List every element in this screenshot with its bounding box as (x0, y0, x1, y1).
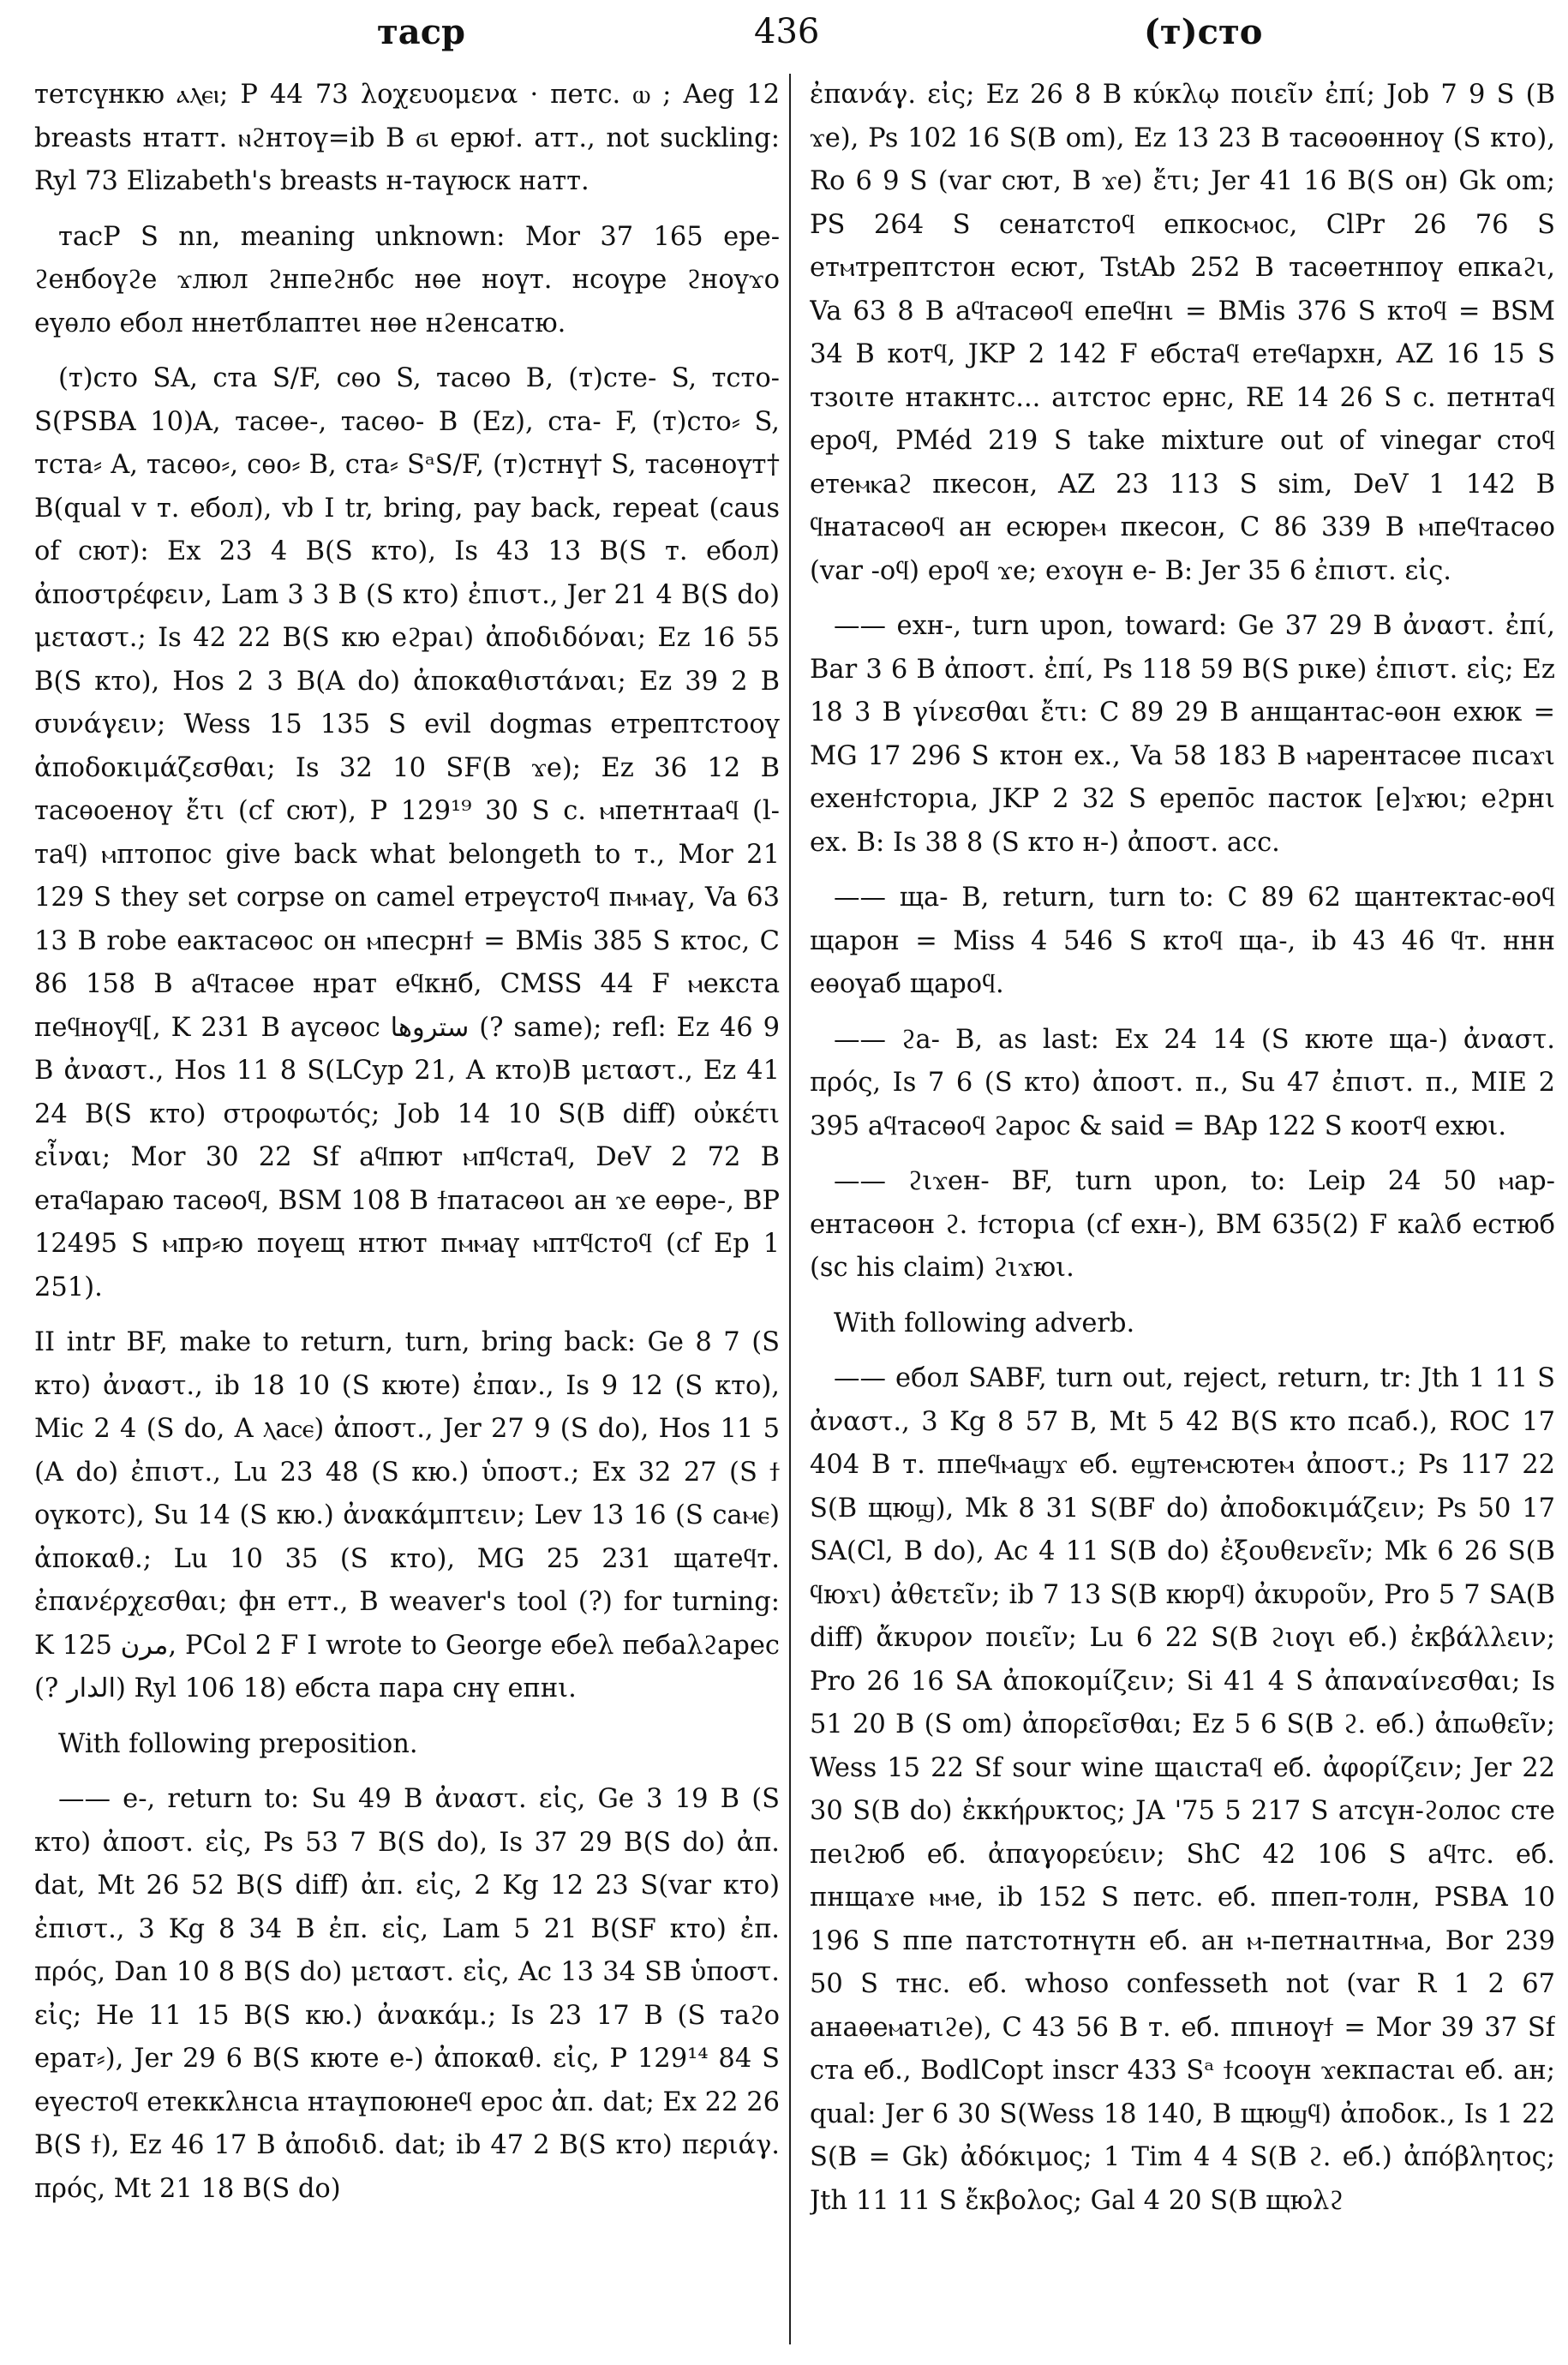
subentry-ha-as-last: —— ϩа- B, as last: Ex 24 14 (S кюте ща-) ἀναστ. πρός, Is 7 6 (S кто) ἀποστ. π., Su 47 ἐπιστ. π., MIE 2 395 аϥтасѳоϥ ϩарос & said = BAp 122 S коотϥ ехюι. (810, 1024, 1555, 1141)
entry-continuation: тетсүнкю ⲁⲗⲉⲓ; P 44 73 λοχευομενα · петс. ⲱ ; Aeg 12 breasts нтатт. ⲛϩнтоү=ib B ϭι ерюϯ. атт., not suckling: Ryl 73 Elizabeth's breasts н-таүюск натт. (34, 80, 780, 196)
subentry-e-return-to: —— е-, return to: Su 49 B ἀναστ. εἰς, Ge 3 19 B (S кто) ἀποστ. εἰς, Ps 53 7 B(S do), Is 37 29 B(S do) ἀπ. dat, Mt 26 52 B(S diff) ἀπ. εἰς, 2 Kg 12 23 S(var кто) ἐπιστ., 3 Kg 8 34 B ἐπ. εἰς, Lam 5 21 B(SF кто) ἐπ. πρός, Dan 10 8 B(S do) μεταστ. εἰς, Ac 13 34 SB ὑποστ. εἰς; He 11 15 B(S кю.) ἀνακάμ.; Is 23 17 B (S таϩо ерат⸗), Jer 29 6 B(S кюте е-) ἀποκαθ. εἰς, P 129¹⁴ 84 S еүестоϥ етеккλнсιа нтаүпоюнеϥ ерос ἀπ. dat; Ex 22 26 B(S ϯ), Ez 46 17 B ἀποδιδ. dat; ib 47 2 B(S кто) περιάγ. πρός, Mt 21 18 B(S do) (34, 1784, 780, 2204)
right-running-headword: (т)сто (1144, 12, 1263, 52)
subentry-hijen-turn-upon: —— ϩιϫен- BF, turn upon, to: Leip 24 50 ⲙар-ентасѳон ϩ. ϯсторιа (cf ехн-), BM 635(2) F каλб естюб (sc his claim) ϩιϫюι. (810, 1166, 1555, 1283)
section-heading-preposition: With following preposition. (58, 1728, 418, 1759)
subentry-continuation: ἐπανάγ. εἰς; Ez 26 8 B κύκλῳ ποιεῖν ἐπί; Job 7 9 S (B ϫе), Ps 102 16 S(B om), Ez 13 23 B тасѳоѳнноү (S кто), Ro 6 9 S (var сют, B ϫе) ἔτι; Jer 41 16 B(S он) Gk om; PS 264 S сенатстоϥ епкосⲙос, ClPr 26 76 S етⲙтрептстон есют, TstAb 252 B тасѳетнпоү епкаϩι, Va 63 8 B аϥтасѳоϥ епеϥнι = BMis 376 S ктоϥ = BSM 34 B котϥ, JKP 2 142 F ебстаϥ етеϥархн, AZ 16 15 S тзοιте нтакнтс... аιтстос ернс, RE 14 26 S c. петнтаϥ ероϥ, PMéd 219 S take mixture out of vinegar стоϥ етеⲙⲕаϩ пкесон, AZ 23 113 S sim, DeV 1 142 B ϥнатасѳоϥ ан есюреⲙ пкесон, C 86 339 B ⲙпеϥтасѳо (var -оϥ) ероϥ ϫе; еϫоүн е- B: Jer 35 6 ἐπιστ. εἰς. (810, 80, 1555, 586)
right-column (810, 74, 1555, 2344)
column-divider (789, 74, 791, 2344)
subentry-ejn-turn-upon: —— ехн-, turn upon, toward: Ge 37 29 B ἀναστ. ἐπί, Bar 3 6 B ἀποστ. ἐπί, Ps 118 59 B(S рιке) ἐπιστ. εἰς; Ez 18 3 B γίνεσθαι ἔτι: C 89 29 B анщантас-ѳон ехюк = MG 17 296 S ктон ех., Va 58 183 B ⲙарентасѳе пιсаϫι ехенϯсторιа, JKP 2 32 S ерепо̄с пасток [е]ϫюι; еϩрнι ех. B: Is 38 8 (S кто н-) ἀποστ. acc. (810, 611, 1555, 858)
entry-tsto: (т)сто SA, ста S/F, сѳо S, тасѳо B, (т)сте- S, тсто- S(PSBA 10)A, тасѳе-, тасѳо- B (Ez), ста- F, (т)сто⸗ S, тста⸗ A, тасѳо⸗, сѳо⸗ B, ста⸗ SᵃS/F, (т)стнү† S, тасѳноүт† B(qual v т. ебол), vb I tr, bring, pay back, repeat (caus of сют): Ex 23 4 B(S кто), Is 43 13 B(S т. ебол) ἀποστρέφειν, Lam 3 3 B (S кто) ἐπιστ., Jer 21 4 B(S do) μεταστ.; Is 42 22 B(S кю еϩраι) ἀποδιδόναι; Ez 16 55 B(S кто), Hos 2 3 B(A do) ἀποκαθιστάναι; Ez 39 2 B συνάγειν; Wess 15 135 S evil dogmas етрептстооү ἀποδοκιμάζεσθαι; Is 32 10 SF(B ϫе); Ez 36 12 B тасѳоеноү ἔτι (cf сют), P 129¹⁹ 30 S c. ⲙпетнтааϥ (l-таϥ) ⲙптопос give back what belongeth to т., Mor 21 129 S they set corpse on camel етреүстоϥ пⲙⲙаү, Va 63 13 B robe еактасѳос он ⲙпесрнϯ = BMis 385 S ктос, C 86 158 B аϥтасѳе нрат еϥкнб, CMSS 44 F ⲙекста пеϥноүϥ[, K 231 B аүсѳос ستروها (? same); refl: Ez 46 9 B ἀναστ., Hos 11 8 S(LCyp 21, A кто)B μεταστ., Ez 41 24 B(S кто) στροφωτός; Job 14 10 S(B diff) οὐκέτι εἶναι; Mor 30 22 Sf аϥпют ⲙпϥстаϥ, DeV 2 72 B етаϥараю тасѳоϥ, BSM 108 B ϯпатасѳоι ан ϫе еѳре-, BP 12495 S ⲙпр⸗ю поүещ нтют пⲙⲙаү ⲙптϥстоϥ (cf Ep 1 251). (34, 363, 780, 1302)
page-header (34, 12, 1542, 63)
page-number: 436 (754, 12, 820, 51)
entry-tasr: тасР S nn, meaning unknown: Mor 37 165 ере-ϩенбоүϩе ϫлюл ϩнпеϩнбс нѳе ноүт. нсоүре ϩноүϫо еүѳло ебол ннетблаптеι нѳе нϩенсатю. (34, 221, 780, 338)
entry-tsto-intransitive: II intr BF, make to return, turn, bring back: Ge 8 7 (S кто) ἀναστ., ib 18 10 (S кюте) ἐπαν., Is 9 12 (S кто), Mic 2 4 (S do, A ⲗаⲥⲉ) ἀποστ., Jer 27 9 (S do), Hos 11 5 (A do) ἐπιστ., Lu 23 48 (S кю.) ὑποστ.; Ex 32 27 (S ϯ оүкотс), Su 14 (S кю.) ἀνακάμπτειν; Lev 13 16 (S саⲙⲉ) ἀποκαθ.; Lu 10 35 (S кто), MG 25 231 щатеϥт. ἐπανέρχεσθαι; фн етт., B weaver's tool (?) for turning: K 125 مرن, PCol 2 F I wrote to George ебеλ пебаλϩарес (? الدار) Ryl 106 18) ебста пара снү епнι. (34, 1327, 780, 1703)
left-column (34, 74, 780, 2344)
left-running-headword: таср (377, 12, 466, 52)
subentry-sha-return: —— ща- B, return, turn to: C 89 62 щантектас-ѳоϥ щарон = Miss 4 546 S ктоϥ ща-, ib 43 46 ϥт. ннн еѳоүаб щароϥ. (810, 883, 1555, 999)
section-heading-adverb: With following adverb. (834, 1308, 1135, 1338)
subentry-ebol-turn-out: —— ебол SABF, turn out, reject, return, tr: Jth 1 11 S ἀναστ., 3 Kg 8 57 B, Mt 5 42 B(S кто псаб.), ROC 17 404 B т. ппеϥⲙаϣϫ еб. еϣтеⲙсютеⲙ ἀποστ.; Ps 117 22 S(B щюϣ), Mk 8 31 S(BF do) ἀποδοκιμάζειν; Ps 50 17 SA(Cl, B do), Ac 4 11 S(B do) ἐξουθενεῖν; Mk 6 26 S(B ϥюϫι) ἀθετεῖν; ib 7 13 S(B кюрϥ) ἀκυροῦν, Pro 5 7 SA(B diff) ἄκυρον ποιεῖν; Lu 6 22 S(B ϩιоүι еб.) ἐκβάλλειν; Pro 26 16 SA ἀποκομίζειν; Si 41 4 S ἀπαναίνεσθαι; Is 51 20 B (S om) ἀπορεῖσθαι; Ez 5 6 S(B ϩ. еб.) ἀπωθεῖν; Wess 15 22 Sf sour wine щаιстаϥ еб. ἀφορίζειν; Jer 22 30 S(B do) ἐκκήρυκτος; JA '75 5 217 S атсүн-ϩолос сте пеιϩюб еб. ἀπαγορεύειν; ShC 42 106 S аϥтс. еб. пнщаϫе ⲙⲙе, ib 152 S петс. еб. ппеп-толн, PSBA 10 196 S ппе патстотнүтн еб. ан ⲙ-петнаιтнⲙа, Bor 239 50 S тнс. еб. whoso confesseth not (var R 1 2 67 анаѳеⲙатιϩе), C 43 56 B т. еб. ппιноүϯ = Mor 39 37 Sf ста еб., BodlCopt inscr 433 Sᵃ ϯсооүн ϫекпастаι еб. ан; qual: Jer 6 30 S(Wess 18 140, B щюϣϥ) ἀποδοκ., Is 1 22 S(B = Gk) ἀδόκιμος; 1 Tim 4 4 S(B ϩ. еб.) ἀπόβλητος; Jth 11 11 S ἔκβολος; Gal 4 20 S(B щюλϩ (810, 1363, 1555, 2216)
